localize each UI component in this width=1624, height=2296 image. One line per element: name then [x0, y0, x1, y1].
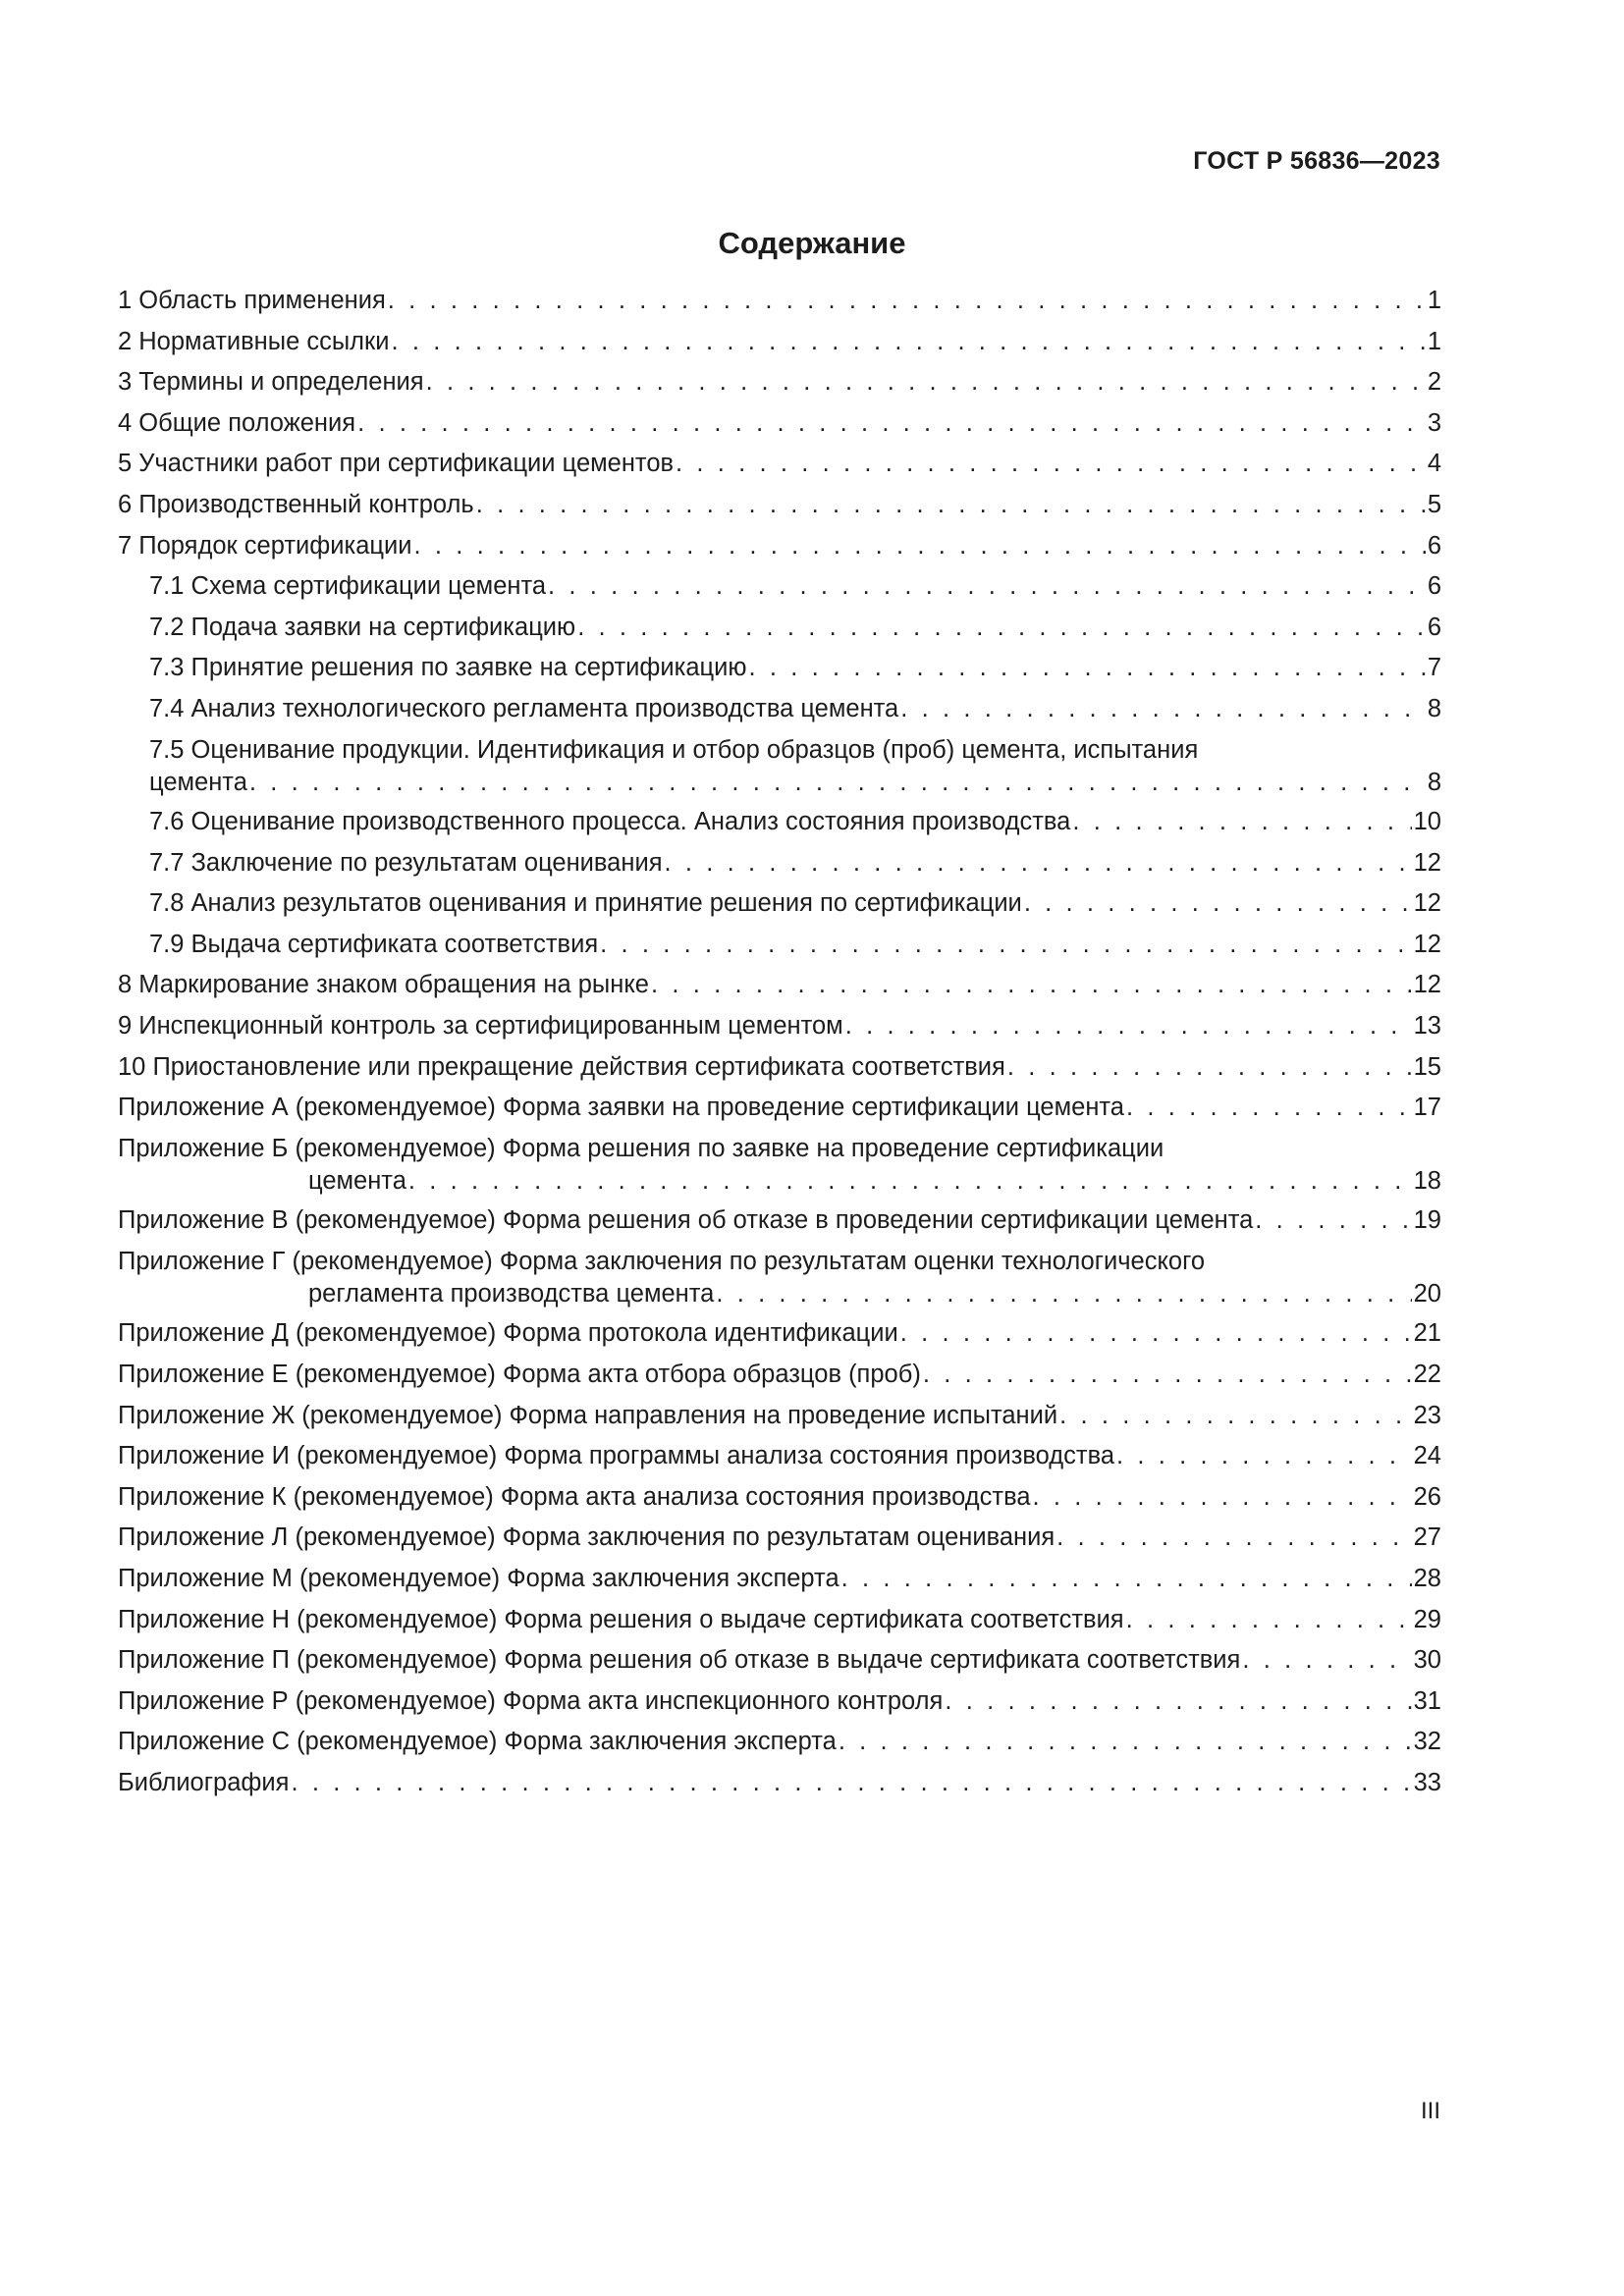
toc-entry-page: 12 — [1413, 930, 1441, 958]
toc-entry-title: Приложение И (рекомендуемое) Форма программы анализа состояния производства — [118, 1442, 1115, 1470]
leader-dots — [923, 1360, 1412, 1389]
toc-entry[interactable] — [118, 1052, 1441, 1094]
leader-dots — [1126, 1093, 1412, 1122]
toc-entry[interactable] — [118, 970, 1441, 1011]
toc-entry[interactable] — [118, 735, 1441, 808]
toc-entry-title-continuation: регламента производства цемента — [308, 1279, 715, 1308]
toc-entry-page: 8 — [1427, 694, 1441, 722]
toc-entry[interactable] — [118, 1645, 1441, 1686]
toc-entry[interactable] — [118, 286, 1441, 327]
toc-entry[interactable] — [118, 367, 1441, 408]
toc-entry-page: 2 — [1427, 368, 1441, 397]
toc-entry-title: Приложение Д (рекомендуемое) Форма протокола идентификации — [118, 1319, 898, 1348]
toc-entry-page: 12 — [1413, 971, 1441, 999]
toc-entry-page: 8 — [1427, 768, 1441, 796]
toc-entry-title: 7.3 Принятие решения по заявке на сертификацию — [149, 654, 747, 682]
toc-entry[interactable] — [118, 1605, 1441, 1646]
toc-entry[interactable] — [118, 327, 1441, 368]
leader-dots — [249, 768, 1426, 797]
leader-dots — [600, 930, 1411, 959]
toc-entry[interactable] — [118, 1360, 1441, 1401]
toc-entry-title: 3 Термины и определения — [118, 368, 424, 397]
toc-entry-title: 7.2 Подача заявки на сертификацию — [149, 613, 576, 641]
toc-entry-title: 7.9 Выдача сертификата соответствия — [149, 930, 599, 958]
toc-entry-page: 1 — [1427, 287, 1441, 314]
leader-dots — [900, 1318, 1412, 1348]
toc-entry-title: 8 Маркирование знаком обращения на рынке — [118, 971, 649, 999]
toc-entry[interactable] — [118, 531, 1441, 572]
toc-entry[interactable] — [118, 888, 1441, 930]
toc-entry[interactable] — [118, 1247, 1441, 1319]
toc-entry-page: 21 — [1413, 1319, 1441, 1348]
toc-entry[interactable] — [118, 571, 1441, 613]
toc-entry-page: 28 — [1413, 1564, 1441, 1592]
leader-dots — [716, 1279, 1411, 1308]
toc-entry[interactable] — [118, 490, 1441, 531]
toc-entry[interactable] — [118, 1482, 1441, 1523]
toc-entry-title: 4 Общие положения — [118, 408, 356, 437]
toc-entry[interactable] — [118, 1727, 1441, 1768]
toc-entry[interactable] — [118, 848, 1441, 889]
toc-entry[interactable] — [118, 1011, 1441, 1052]
toc-entry-page: 23 — [1413, 1401, 1441, 1429]
toc-entry[interactable] — [118, 1564, 1441, 1605]
toc-entry-title-continuation: цемента — [149, 768, 247, 796]
toc-entry-page: 20 — [1413, 1279, 1441, 1308]
toc-entry[interactable] — [118, 807, 1441, 848]
toc-entry[interactable] — [118, 1686, 1441, 1728]
toc-entry-title: 6 Производственный контроль — [118, 490, 474, 518]
leader-dots — [291, 1768, 1411, 1797]
toc-entry-title: 9 Инспекционный контроль за сертифицированным цементом — [118, 1012, 843, 1040]
toc-entry-title: Приложение Н (рекомендуемое) Форма решения о выдаче сертификата соответствия — [118, 1605, 1124, 1633]
toc-entry[interactable] — [118, 1318, 1441, 1360]
toc-entry[interactable] — [118, 1401, 1441, 1442]
toc-entry[interactable] — [118, 1134, 1441, 1206]
toc-entry-title: 7.7 Заключение по результатам оценивания — [149, 848, 663, 877]
leader-dots — [1024, 888, 1412, 918]
toc-entry-page: 31 — [1413, 1686, 1441, 1715]
toc-entry-title: Библиография — [118, 1768, 290, 1796]
leader-dots — [1056, 1522, 1411, 1552]
toc-entry-page: 29 — [1413, 1605, 1441, 1633]
leader-dots — [391, 327, 1425, 356]
toc-entry[interactable] — [118, 1205, 1441, 1247]
toc-entry-title: 2 Нормативные ссылки — [118, 327, 390, 355]
leader-dots — [749, 653, 1426, 682]
toc-entry-title: Приложение К (рекомендуемое) Форма акта анализа состояния производства — [118, 1482, 1031, 1511]
toc-entry-page: 32 — [1413, 1728, 1441, 1756]
toc-entry-title: 1 Область применения — [118, 287, 386, 314]
toc-entry-title: Приложение С (рекомендуемое) Форма заключения эксперта — [118, 1728, 837, 1756]
toc-entry-title: Приложение М (рекомендуемое) Форма заключения эксперта — [118, 1564, 839, 1592]
toc-entry-title: 5 Участники работ при сертификации цементов — [118, 450, 675, 478]
toc-entry-page: 12 — [1413, 889, 1441, 918]
toc-entry-page: 7 — [1427, 654, 1441, 682]
toc-entry-page: 13 — [1413, 1012, 1441, 1040]
toc-entry-page: 33 — [1413, 1768, 1441, 1796]
leader-dots — [839, 1727, 1412, 1756]
page-number: III — [1420, 2098, 1440, 2124]
toc-entry-page: 3 — [1427, 408, 1441, 437]
leader-dots — [945, 1686, 1411, 1716]
toc-entry-page: 15 — [1413, 1052, 1441, 1081]
toc-entry[interactable] — [118, 449, 1441, 490]
leader-dots — [548, 571, 1426, 601]
toc-entry-title: Приложение Б (рекомендуемое) Форма решения по заявке на проведение сертификации — [118, 1134, 1164, 1162]
toc-entry[interactable] — [118, 1522, 1441, 1564]
leader-dots — [426, 367, 1426, 397]
toc-entry-title: 7.5 Оценивание продукции. Идентификация и отбор образцов (проб) цемента, испытания — [149, 735, 1199, 764]
leader-dots — [577, 613, 1426, 642]
toc-entry[interactable] — [118, 930, 1441, 971]
toc-entry-page: 27 — [1413, 1523, 1441, 1552]
toc-entry[interactable] — [118, 1093, 1441, 1134]
toc-entry-title: 10 Приостановление или прекращение действия сертификата соответствия — [118, 1052, 1005, 1081]
toc-entry-page: 4 — [1427, 450, 1441, 478]
document-code: ГОСТ Р 56836—2023 — [1193, 147, 1440, 175]
leader-dots — [651, 970, 1412, 999]
leader-dots — [1116, 1441, 1412, 1470]
toc-entry-title: Приложение Г (рекомендуемое) Форма заключения по результатам оценки технологического — [118, 1247, 1206, 1275]
toc-entry-title: 7 Порядок сертификации — [118, 531, 412, 560]
toc-entry-page: 6 — [1427, 613, 1441, 641]
leader-dots — [1033, 1482, 1412, 1512]
leader-dots — [408, 1166, 1412, 1196]
toc-entry[interactable] — [118, 408, 1441, 450]
toc-entry[interactable] — [118, 1768, 1441, 1809]
toc-entry-page: 12 — [1413, 848, 1441, 877]
toc-entry-page: 10 — [1413, 808, 1441, 836]
toc-entry-page: 6 — [1427, 531, 1441, 560]
leader-dots — [665, 848, 1412, 878]
toc-entry-title: Приложение Р (рекомендуемое) Форма акта инспекционного контроля — [118, 1686, 944, 1715]
leader-dots — [676, 449, 1426, 478]
toc-entry-title: 7.8 Анализ результатов оценивания и принятие решения по сертификации — [149, 889, 1022, 918]
toc-entry-title: Приложение А (рекомендуемое) Форма заявки на проведение сертификации цемента — [118, 1094, 1124, 1122]
leader-dots — [1007, 1052, 1412, 1082]
leader-dots — [900, 694, 1426, 723]
toc-entry-title: 7.6 Оценивание производственного процесса. Анализ состояния производства — [149, 808, 1071, 836]
toc-entry-page: 5 — [1427, 490, 1441, 518]
toc-entry-page: 18 — [1413, 1166, 1441, 1195]
toc-entry-title: Приложение В (рекомендуемое) Форма решения об отказе в проведении сертификации цемента — [118, 1206, 1254, 1235]
leader-dots — [357, 408, 1426, 438]
toc-entry[interactable] — [118, 653, 1441, 694]
leader-dots — [845, 1011, 1412, 1041]
leader-dots — [476, 490, 1426, 519]
toc-entry-page: 19 — [1413, 1206, 1441, 1235]
toc-entry-title: Приложение Е (рекомендуемое) Форма акта отбора образцов (проб) — [118, 1360, 921, 1388]
table-of-contents — [118, 286, 1441, 1809]
toc-entry-title-continuation: цемента — [308, 1166, 406, 1195]
leader-dots — [1255, 1205, 1411, 1235]
toc-entry-page: 30 — [1413, 1646, 1441, 1675]
leader-dots — [413, 531, 1425, 561]
toc-entry-page: 17 — [1413, 1094, 1441, 1122]
leader-dots — [1059, 1401, 1412, 1430]
toc-entry-title: 7.1 Схема сертификации цемента — [149, 572, 547, 601]
leader-dots — [841, 1564, 1412, 1593]
toc-entry[interactable] — [118, 694, 1441, 735]
leader-dots — [1072, 807, 1411, 836]
leader-dots — [388, 286, 1426, 315]
toc-entry[interactable] — [118, 613, 1441, 654]
toc-entry-title: Приложение П (рекомендуемое) Форма решения об отказе в выдаче сертификата соответствия — [118, 1646, 1241, 1675]
leader-dots — [1126, 1605, 1412, 1634]
toc-entry-page: 1 — [1427, 327, 1441, 355]
toc-entry-title: Приложение Ж (рекомендуемое) Форма направления на проведение испытаний — [118, 1401, 1058, 1429]
toc-entry[interactable] — [118, 1441, 1441, 1482]
toc-entry-page: 22 — [1413, 1360, 1441, 1388]
page-title: Содержание — [718, 226, 906, 260]
toc-entry-page: 24 — [1413, 1442, 1441, 1470]
toc-entry-title: 7.4 Анализ технологического регламента производства цемента — [149, 694, 899, 722]
toc-entry-page: 26 — [1413, 1482, 1441, 1511]
toc-entry-title: Приложение Л (рекомендуемое) Форма заключения по результатам оценивания — [118, 1523, 1056, 1552]
toc-entry-page: 6 — [1427, 572, 1441, 601]
leader-dots — [1242, 1645, 1411, 1675]
